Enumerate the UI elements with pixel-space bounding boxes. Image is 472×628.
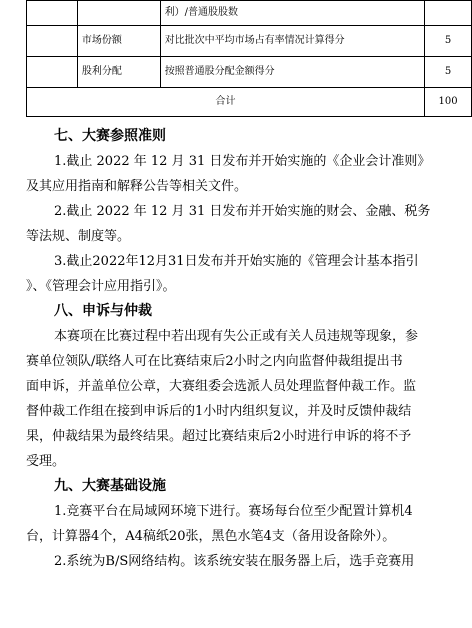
table-row bbox=[27, 1, 472, 26]
text-line: 台，计算器4个，A4稿纸20张，黑色水笔4支（备用设备除外）。 bbox=[26, 529, 396, 544]
text-line: 》、《管理会计应用指引》。 bbox=[26, 279, 176, 294]
text-line: 赛单位领队/联络人可在比赛结束后2小时之内向监督仲裁组提出书 bbox=[26, 354, 403, 369]
text-line: 1.截止 2022 年 12 月 31 日发布并开始实施的《企业会计准则》 bbox=[54, 154, 431, 169]
table-cell bbox=[77, 1, 160, 26]
table-cell bbox=[27, 26, 78, 57]
text-line: 2.系统为B/S网络结构。该系统安装在服务器上后，选手竞赛用 bbox=[54, 554, 415, 569]
table-total-value: 100 bbox=[425, 88, 472, 117]
text-line: 2.截止 2022 年 12 月 31 日发布并开始实施的财会、金融、税务 bbox=[54, 204, 431, 219]
table-row bbox=[27, 26, 472, 57]
text-line: 3.截止2022年12月31日发布并开始实施的《管理会计基本指引 bbox=[54, 254, 419, 269]
table-total-row bbox=[27, 88, 472, 117]
paragraph-8 bbox=[26, 324, 450, 474]
table-cell: 按照普通股分配金额得分 bbox=[160, 57, 424, 88]
table-total-label: 合计 bbox=[27, 88, 425, 117]
table-row bbox=[27, 57, 472, 88]
table-cell: 5 bbox=[425, 57, 472, 88]
section-heading-9: 九、大赛基础设施 bbox=[54, 478, 166, 494]
text-line: 及其应用指南和解释公告等相关文件。 bbox=[26, 179, 248, 194]
body-text bbox=[26, 124, 450, 574]
text-line: 等法规、制度等。 bbox=[26, 229, 131, 244]
text-line: 督仲裁工作组在接到申诉后的1小时内组织复议，并及时反馈仲裁结 bbox=[26, 404, 412, 419]
section-heading-8: 八、申诉与仲裁 bbox=[54, 303, 152, 319]
table-cell bbox=[27, 1, 78, 26]
table-cell: 市场份额 bbox=[77, 26, 160, 57]
table-cell: 股利分配 bbox=[77, 57, 160, 88]
table-cell bbox=[27, 57, 78, 88]
table-cell: 利）/普通股股数 bbox=[160, 1, 424, 26]
text-line: 本赛项在比赛过程中若出现有失公正或有关人员违规等现象，参 bbox=[54, 329, 419, 344]
paragraph-9-1 bbox=[26, 499, 450, 549]
text-line: 面申诉，并盖单位公章，大赛组委会选派人员处理监督仲裁工作。监 bbox=[26, 379, 417, 394]
text-line: 1.竞赛平台在局域网环境下进行。赛场每台位至少配置计算机4 bbox=[54, 504, 413, 519]
table-cell: 对比批次中平均市场占有率情况计算得分 bbox=[160, 26, 424, 57]
score-table bbox=[26, 0, 472, 117]
text-line: 受理。 bbox=[26, 454, 66, 469]
table-cell: 5 bbox=[425, 26, 472, 57]
paragraph-7-1 bbox=[26, 149, 450, 199]
section-heading-7: 七、大赛参照准则 bbox=[54, 128, 166, 144]
paragraph-9-2 bbox=[26, 549, 450, 574]
text-line: 果，仲裁结果为最终结果。超过比赛结束后2小时进行申诉的将不予 bbox=[26, 429, 412, 444]
paragraph-7-2 bbox=[26, 199, 450, 249]
table-cell bbox=[425, 1, 472, 26]
paragraph-7-3 bbox=[26, 249, 450, 299]
